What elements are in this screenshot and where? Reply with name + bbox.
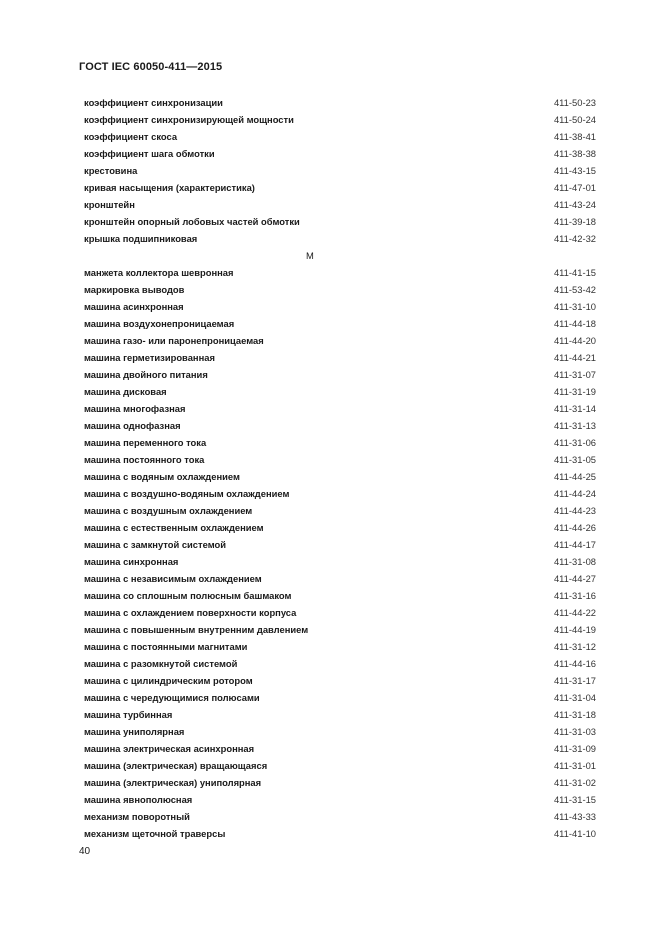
index-entry bbox=[84, 655, 596, 672]
index-term: машина герметизированная bbox=[84, 352, 215, 363]
index-term: коэффициент синхронизации bbox=[84, 97, 223, 108]
index-code: 411-38-41 bbox=[553, 131, 596, 142]
index-entry bbox=[84, 281, 596, 298]
index-code: 411-31-05 bbox=[553, 454, 596, 465]
index-entry bbox=[84, 366, 596, 383]
index-entry bbox=[84, 349, 596, 366]
page-number: 40 bbox=[79, 846, 91, 857]
index-group-k bbox=[84, 94, 596, 247]
index-term: механизм щеточной траверсы bbox=[84, 828, 226, 839]
index-entry bbox=[84, 264, 596, 281]
index-code: 411-44-17 bbox=[553, 539, 596, 550]
index-entry bbox=[84, 213, 596, 230]
index-entry bbox=[84, 621, 596, 638]
index-code: 411-31-18 bbox=[553, 709, 596, 720]
index-code: 411-31-01 bbox=[553, 760, 596, 771]
index-code: 411-44-27 bbox=[553, 573, 596, 584]
index-term: машина многофазная bbox=[84, 403, 186, 414]
index-term: машина с замкнутой системой bbox=[84, 539, 227, 550]
index-code: 411-43-24 bbox=[553, 199, 596, 210]
index-code: 411-44-16 bbox=[553, 658, 596, 669]
index-term: крестовина bbox=[84, 165, 138, 176]
index-entry bbox=[84, 111, 596, 128]
index-term: машина с охлаждением поверхности корпуса bbox=[84, 607, 297, 618]
index-entry bbox=[84, 434, 596, 451]
index-term: машина со сплошным полюсным башмаком bbox=[84, 590, 292, 601]
index-term: машина с цилиндрическим ротором bbox=[84, 675, 253, 686]
index-code: 411-31-12 bbox=[553, 641, 596, 652]
index-code: 411-31-09 bbox=[553, 743, 596, 754]
index-term: машина переменного тока bbox=[84, 437, 207, 448]
index-code: 411-31-13 bbox=[553, 420, 596, 431]
index-term: машина дисковая bbox=[84, 386, 167, 397]
index-entry bbox=[84, 723, 596, 740]
index-entry bbox=[84, 298, 596, 315]
index-term: механизм поворотный bbox=[84, 811, 190, 822]
index-term: машина явнополюсная bbox=[84, 794, 193, 805]
index-term: крышка подшипниковая bbox=[84, 233, 198, 244]
index-term: машина униполярная bbox=[84, 726, 185, 737]
index-code: 411-43-15 bbox=[553, 165, 596, 176]
index-term: машина с постоянными магнитами bbox=[84, 641, 248, 652]
index-term: машина асинхронная bbox=[84, 301, 184, 312]
index-term: машина двойного питания bbox=[84, 369, 208, 380]
index-entry bbox=[84, 417, 596, 434]
index-code: 411-44-18 bbox=[553, 318, 596, 329]
index-term: кронштейн bbox=[84, 199, 135, 210]
index-term: машина с воздушным охлаждением bbox=[84, 505, 253, 516]
index-term: коэффициент синхронизирующей мощности bbox=[84, 114, 294, 125]
index-code: 411-53-42 bbox=[553, 284, 596, 295]
index-code: 411-41-10 bbox=[553, 828, 596, 839]
index-code: 411-31-03 bbox=[553, 726, 596, 737]
index-entry bbox=[84, 553, 596, 570]
index-entry bbox=[84, 604, 596, 621]
index-entry bbox=[84, 145, 596, 162]
index-code: 411-50-23 bbox=[553, 97, 596, 108]
index-entry bbox=[84, 451, 596, 468]
index-term: машина турбинная bbox=[84, 709, 173, 720]
index-code: 411-44-25 bbox=[553, 471, 596, 482]
index-entry bbox=[84, 468, 596, 485]
index-entry bbox=[84, 808, 596, 825]
index-entry bbox=[84, 383, 596, 400]
index-code: 411-31-06 bbox=[553, 437, 596, 448]
index-code: 411-31-19 bbox=[553, 386, 596, 397]
index-term: машина с чередующимися полюсами bbox=[84, 692, 260, 703]
index-term: машина с естественным охлаждением bbox=[84, 522, 264, 533]
index-entry bbox=[84, 94, 596, 111]
index-term: машина электрическая асинхронная bbox=[84, 743, 255, 754]
index-code: 411-41-15 bbox=[553, 267, 596, 278]
index-term: коэффициент шага обмотки bbox=[84, 148, 215, 159]
index-entry bbox=[84, 162, 596, 179]
index-term: машина постоянного тока bbox=[84, 454, 205, 465]
index-code: 411-31-10 bbox=[553, 301, 596, 312]
index-term: машина газо- или паронепроницаемая bbox=[84, 335, 264, 346]
index-term: машина (электрическая) вращающаяся bbox=[84, 760, 268, 771]
index-letter-heading-row bbox=[84, 247, 596, 264]
index-code: 411-39-18 bbox=[553, 216, 596, 227]
index-entry bbox=[84, 689, 596, 706]
index-entry bbox=[84, 672, 596, 689]
index-term: машина с независимым охлаждением bbox=[84, 573, 262, 584]
alphabetical-index bbox=[84, 94, 596, 842]
index-entry bbox=[84, 519, 596, 536]
index-term: манжета коллектора шевронная bbox=[84, 267, 234, 278]
index-entry bbox=[84, 740, 596, 757]
index-entry bbox=[84, 128, 596, 145]
index-code: 411-31-07 bbox=[553, 369, 596, 380]
index-code: 411-44-20 bbox=[553, 335, 596, 346]
index-code: 411-31-14 bbox=[553, 403, 596, 414]
index-entry bbox=[84, 791, 596, 808]
index-term: машина с воздушно-водяным охлаждением bbox=[84, 488, 290, 499]
index-entry bbox=[84, 587, 596, 604]
index-entry bbox=[84, 638, 596, 655]
index-entry bbox=[84, 757, 596, 774]
index-term: машина однофазная bbox=[84, 420, 181, 431]
index-entry bbox=[84, 706, 596, 723]
index-entry bbox=[84, 825, 596, 842]
index-code: 411-31-16 bbox=[553, 590, 596, 601]
index-term: маркировка выводов bbox=[84, 284, 185, 295]
index-term: машина (электрическая) униполярная bbox=[84, 777, 262, 788]
index-term: машина с повышенным внутренним давлением bbox=[84, 624, 309, 635]
index-entry bbox=[84, 485, 596, 502]
index-term: коэффициент скоса bbox=[84, 131, 178, 142]
index-code: 411-44-26 bbox=[553, 522, 596, 533]
index-code: 411-44-24 bbox=[553, 488, 596, 499]
index-code: 411-31-02 bbox=[553, 777, 596, 788]
index-entry bbox=[84, 570, 596, 587]
index-entry bbox=[84, 502, 596, 519]
index-group-m bbox=[84, 264, 596, 842]
index-term: машина воздухонепроницаемая bbox=[84, 318, 235, 329]
index-entry bbox=[84, 536, 596, 553]
index-term: машина с разомкнутой системой bbox=[84, 658, 238, 669]
index-entry bbox=[84, 332, 596, 349]
index-entry bbox=[84, 400, 596, 417]
index-entry bbox=[84, 179, 596, 196]
index-code: 411-44-19 bbox=[553, 624, 596, 635]
index-code: 411-47-01 bbox=[553, 182, 596, 193]
index-entry bbox=[84, 230, 596, 247]
index-term: машина с водяным охлаждением bbox=[84, 471, 240, 482]
page-header-title: ГОСТ IEC 60050-411—2015 bbox=[79, 61, 223, 73]
index-code: 411-50-24 bbox=[553, 114, 596, 125]
index-entry bbox=[84, 774, 596, 791]
index-code: 411-38-38 bbox=[553, 148, 596, 159]
index-code: 411-44-22 bbox=[553, 607, 596, 618]
index-code: 411-44-23 bbox=[553, 505, 596, 516]
index-term: машина синхронная bbox=[84, 556, 179, 567]
index-code: 411-44-21 bbox=[553, 352, 596, 363]
index-entry bbox=[84, 315, 596, 332]
index-term: кронштейн опорный лобовых частей обмотки bbox=[84, 216, 300, 227]
index-code: 411-43-33 bbox=[553, 811, 596, 822]
index-code: 411-31-17 bbox=[553, 675, 596, 686]
index-entry bbox=[84, 196, 596, 213]
index-code: 411-42-32 bbox=[553, 233, 596, 244]
index-code: 411-31-15 bbox=[553, 794, 596, 805]
index-code: 411-31-08 bbox=[553, 556, 596, 567]
index-term: кривая насыщения (характеристика) bbox=[84, 182, 255, 193]
index-letter-heading: М bbox=[306, 250, 314, 261]
index-code: 411-31-04 bbox=[553, 692, 596, 703]
